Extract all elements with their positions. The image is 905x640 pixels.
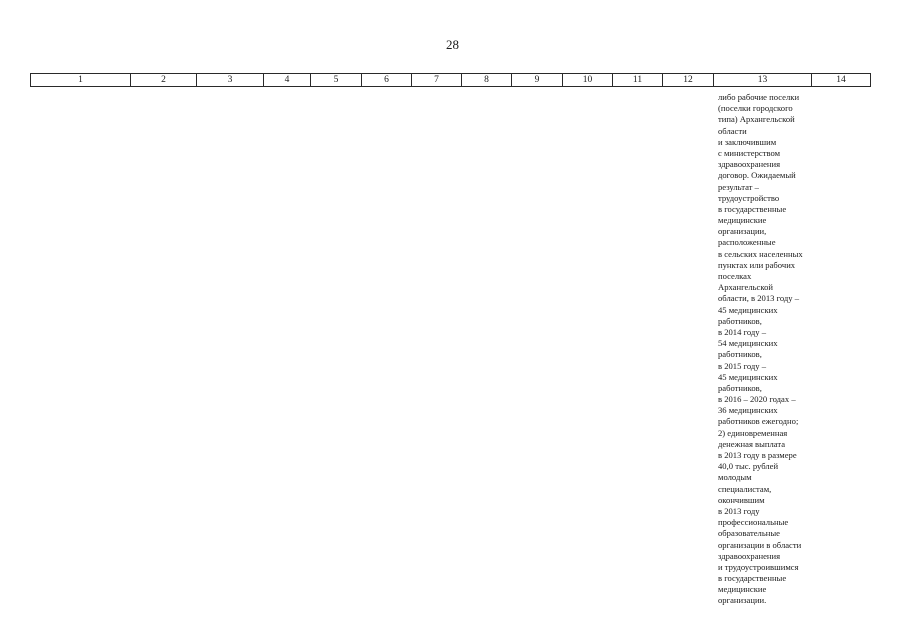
text-line: области <box>718 125 747 136</box>
text-line: организации. <box>718 595 767 606</box>
header-cell: 7 <box>412 74 462 87</box>
text-line: в 2016 – 2020 годах – <box>718 394 796 405</box>
header-cell: 3 <box>197 74 264 87</box>
header-cell: 12 <box>663 74 714 87</box>
text-line: расположенные <box>718 237 776 248</box>
header-cell: 5 <box>311 74 362 87</box>
text-line: работников ежегодно; <box>718 416 799 427</box>
text-line: типа) Архангельской <box>718 114 795 125</box>
text-line: в 2013 году <box>718 505 760 516</box>
column-header-table <box>30 73 871 87</box>
text-line: либо рабочие поселки <box>718 92 800 102</box>
text-line: в 2013 году в размере <box>718 450 797 460</box>
text-line: в сельских населенных <box>718 248 803 259</box>
header-cell: 8 <box>462 74 512 87</box>
text-line: трудоустройство <box>718 192 780 203</box>
header-cell: 11 <box>613 74 663 87</box>
text-line: 54 медицинских <box>718 338 778 349</box>
text-line: в 2014 году – <box>718 326 767 337</box>
header-cell: 2 <box>131 74 197 87</box>
text-line: 45 медицинских <box>718 304 778 315</box>
text-line: области, в 2013 году – <box>718 293 800 304</box>
text-line: результат – <box>718 181 759 192</box>
text-line: здравоохранения <box>718 159 781 170</box>
text-line: пунктах или рабочих <box>718 259 796 270</box>
text-line: (поселки городского <box>718 103 793 114</box>
header-cell: 4 <box>264 74 311 87</box>
text-line: организации в области <box>718 539 802 550</box>
text-line: с министерством <box>718 147 781 158</box>
text-line: денежная выплата <box>718 438 786 449</box>
header-cell: 9 <box>512 74 563 87</box>
header-cell: 14 <box>812 74 871 87</box>
text-line: медицинские <box>718 584 767 595</box>
text-line: поселках <box>718 271 752 281</box>
text-line: и трудоустроившимся <box>718 561 799 572</box>
column-13-text <box>718 92 818 607</box>
header-cell: 13 <box>714 74 812 87</box>
text-line: молодым <box>718 472 752 483</box>
text-line: окончившим <box>718 494 765 505</box>
text-line: образовательные <box>718 528 780 539</box>
page-number: 28 <box>446 37 459 52</box>
text-line: и заключившим <box>718 136 777 147</box>
text-line: в государственные <box>718 573 787 584</box>
text-line: 36 медицинских <box>718 405 778 416</box>
text-line: 40,0 тыс. рублей <box>718 461 779 472</box>
text-line: здравоохранения <box>718 550 781 561</box>
text-line: договор. Ожидаемый <box>718 170 796 181</box>
text-line: в государственные <box>718 203 787 214</box>
text-line: в 2015 году – <box>718 360 767 371</box>
header-cell: 6 <box>362 74 412 87</box>
text-line: 2) единовременная <box>718 427 788 438</box>
text-line: профессиональные <box>718 517 789 528</box>
text-line: специалистам, <box>718 483 772 494</box>
text-line: организации, <box>718 226 767 237</box>
text-line: Архангельской <box>718 282 773 293</box>
text-line: работников, <box>718 382 762 393</box>
text-line: медицинские <box>718 215 767 226</box>
header-cell: 10 <box>563 74 613 87</box>
text-line: работников, <box>718 349 762 360</box>
header-row <box>31 74 871 87</box>
header-cell: 1 <box>31 74 131 87</box>
text-line: работников, <box>718 315 762 326</box>
text-line: 45 медицинских <box>718 371 778 382</box>
